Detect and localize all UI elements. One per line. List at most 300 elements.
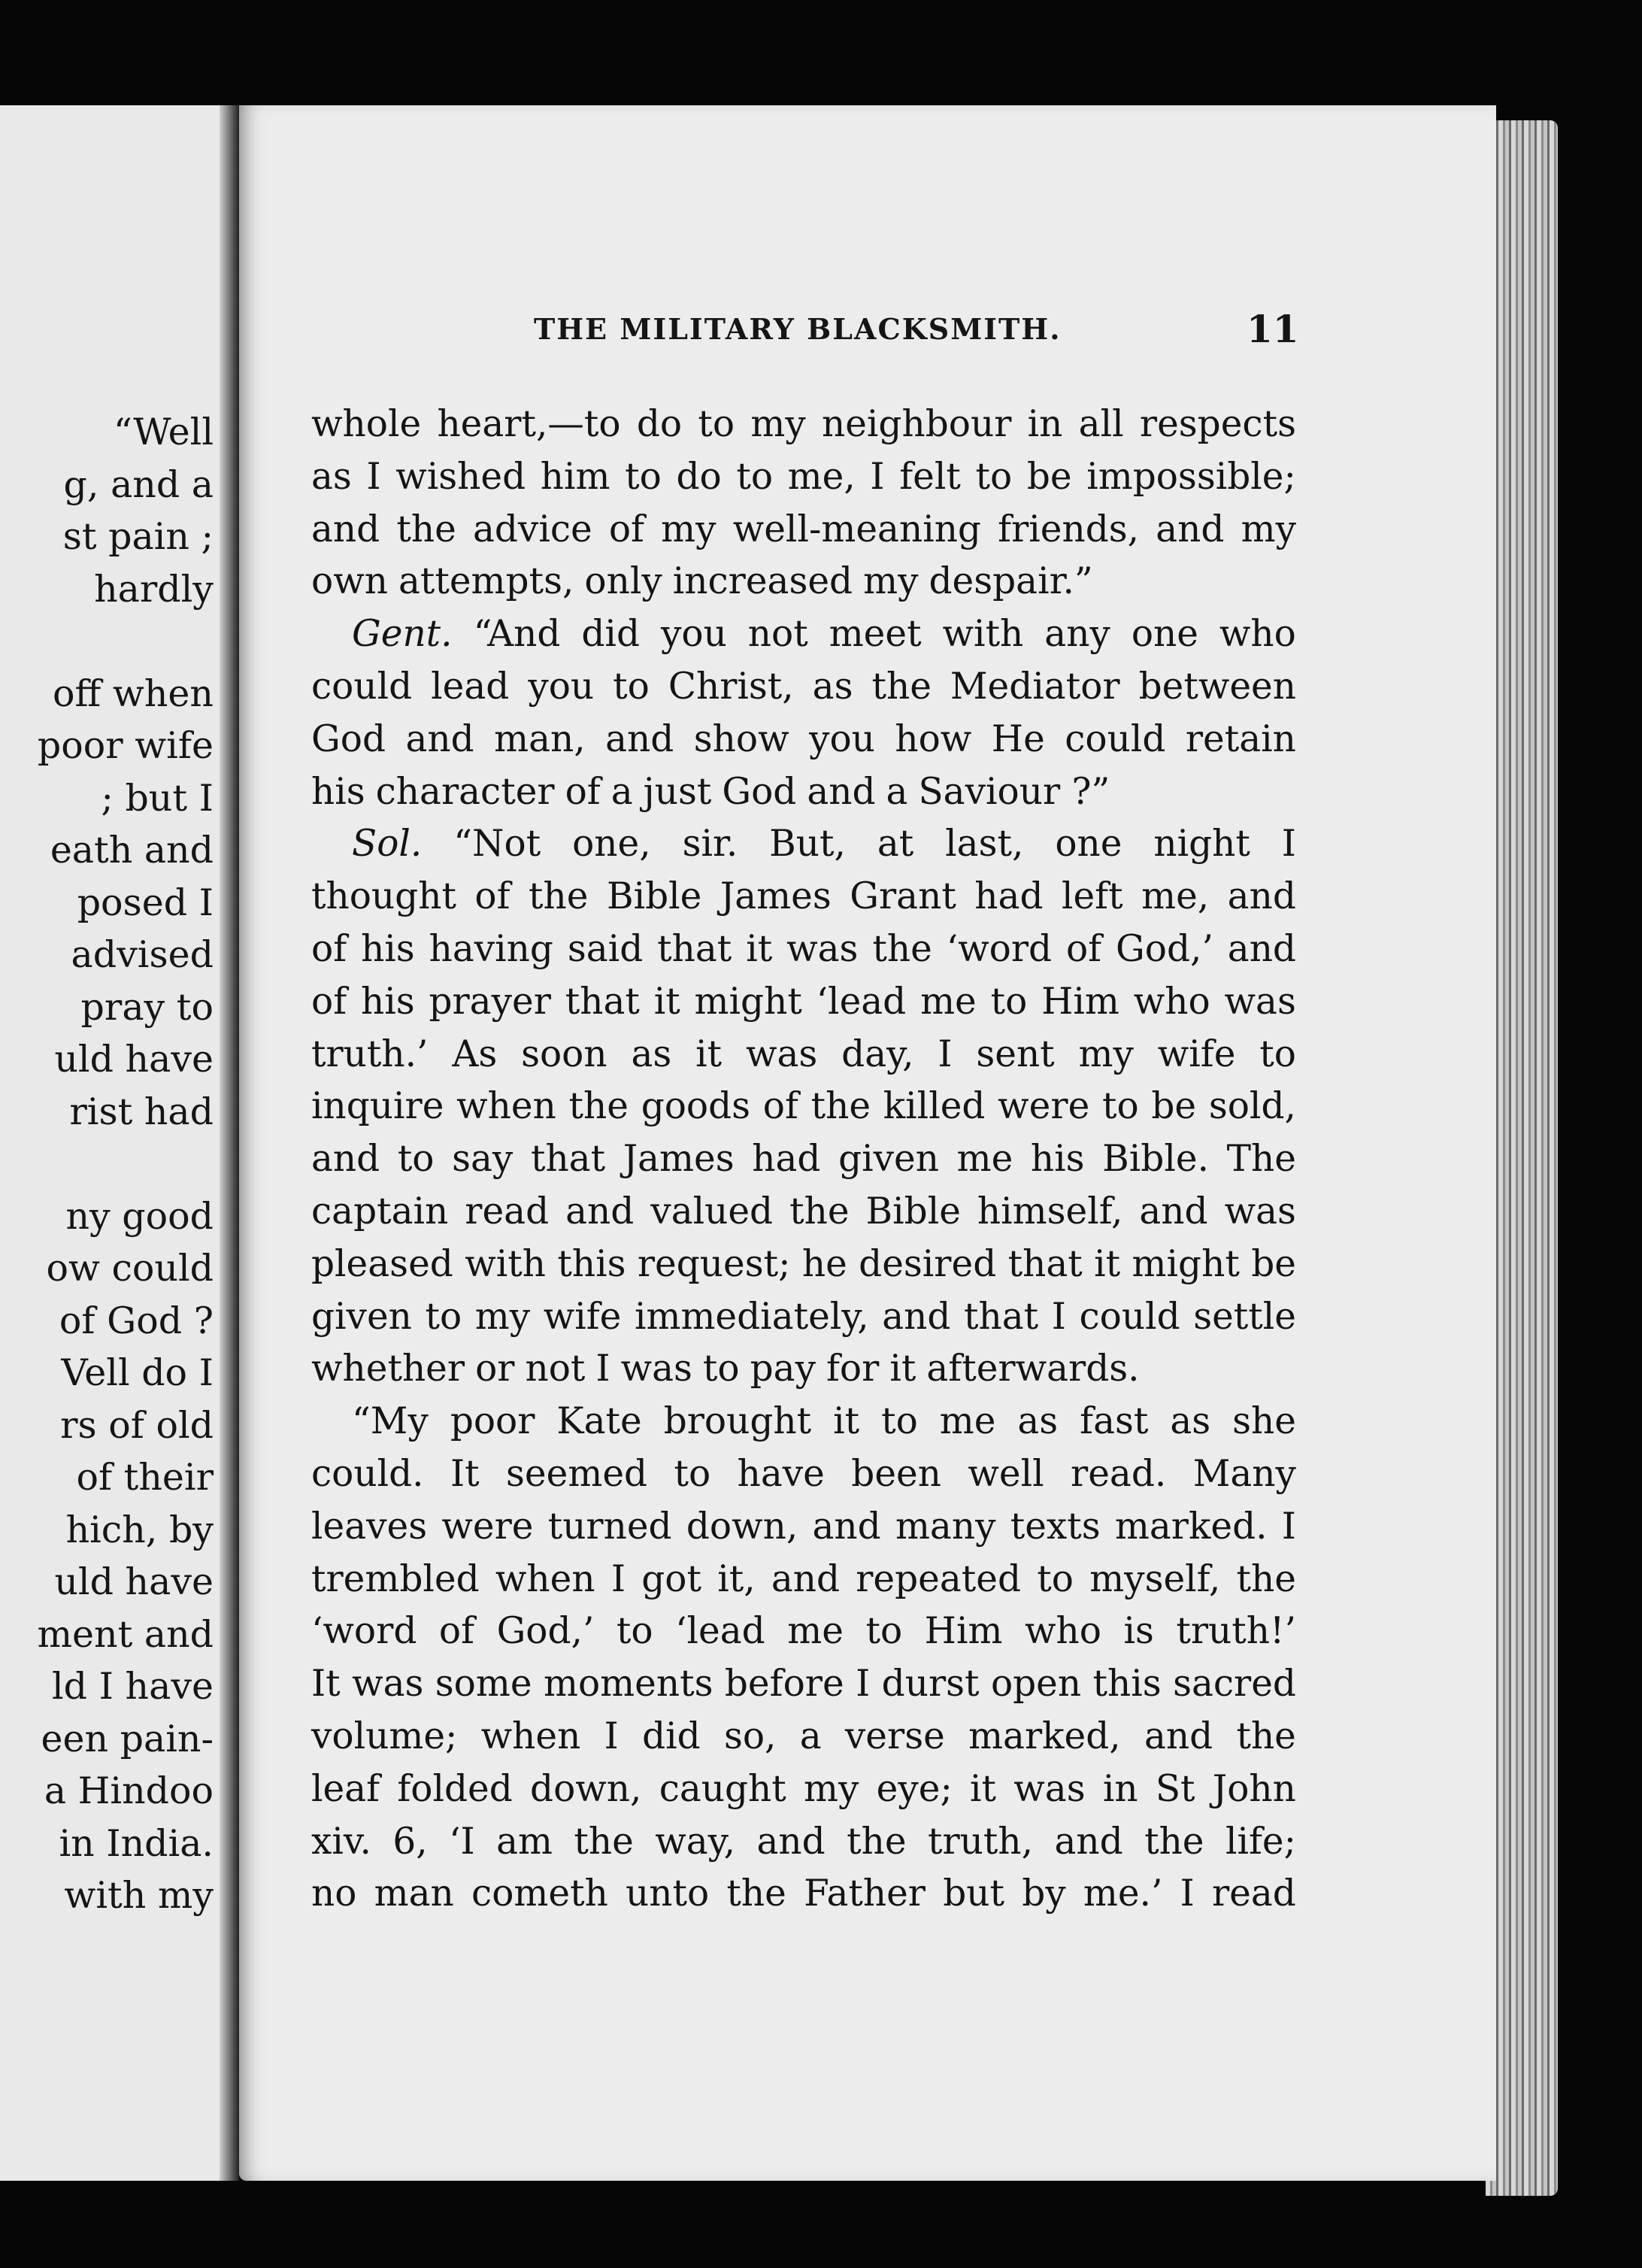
word: the [872, 927, 932, 970]
word: well-meaning [732, 508, 981, 550]
word: truth.’ [311, 1032, 429, 1075]
text-line [311, 1029, 1296, 1081]
word: night [1153, 823, 1250, 866]
word: sir. [682, 823, 738, 866]
word: myself, [1089, 1557, 1221, 1600]
text-line [311, 1448, 1296, 1501]
text-line [311, 556, 1296, 608]
text-line [311, 1239, 1296, 1291]
word: a [610, 770, 633, 813]
word: this [557, 1242, 626, 1285]
word: The [1226, 1138, 1296, 1181]
word: me [956, 1138, 1013, 1181]
word: Christ, [668, 665, 794, 708]
word: show [693, 717, 789, 760]
word: you [528, 665, 595, 708]
word: no [311, 1872, 357, 1915]
word: truth, [927, 1820, 1034, 1863]
word: I [1051, 1295, 1066, 1338]
word: to [865, 1610, 903, 1653]
word: heart,—to [437, 403, 621, 445]
word: settle [1193, 1295, 1296, 1338]
word: at [877, 823, 914, 866]
word: last, [945, 823, 1024, 866]
word: prayer [429, 980, 551, 1023]
word: to [1259, 1032, 1296, 1075]
word: impossible; [1086, 455, 1296, 498]
word: am [496, 1820, 553, 1863]
word: given [838, 1138, 939, 1181]
speaker-label: Gent. [352, 613, 453, 656]
text-line [311, 1763, 1296, 1816]
word: my [750, 403, 806, 445]
word: the [568, 1085, 629, 1128]
word: was [745, 1032, 818, 1075]
word: respects [1139, 403, 1296, 445]
word: not [747, 613, 808, 656]
previous-page-line: uld have [54, 1560, 214, 1603]
speaker-label: Sol. [352, 823, 423, 866]
previous-page-line: hich, by [65, 1508, 214, 1551]
word: God,’ [496, 1610, 595, 1653]
word: meet [829, 613, 922, 656]
word: could [1065, 717, 1166, 760]
text-line [311, 451, 1296, 504]
word: I [856, 1663, 871, 1706]
word: of [565, 770, 601, 813]
word: be [1026, 455, 1072, 498]
word: wife [1157, 1032, 1236, 1075]
word: valued [650, 1190, 774, 1233]
word: to [1101, 1085, 1139, 1128]
word: man [374, 1872, 454, 1915]
word: and [605, 717, 674, 760]
word: had [974, 875, 1044, 918]
word: I [870, 455, 885, 498]
previous-page-line: een pain- [41, 1717, 214, 1760]
word: Him [924, 1610, 1003, 1653]
word: it [833, 1400, 860, 1443]
word: my [863, 560, 919, 603]
text-line [311, 399, 1296, 451]
word: be [1151, 1085, 1197, 1128]
book-page-edges [1486, 120, 1558, 2196]
word: it [653, 980, 680, 1023]
word: and [807, 770, 876, 813]
word: pleased [311, 1242, 453, 1285]
word: say [452, 1138, 514, 1181]
text-line [311, 766, 1296, 819]
word: way, [655, 1820, 736, 1863]
text-line [311, 818, 1296, 871]
previous-page-line: with my [64, 1874, 214, 1917]
previous-page-line: poor wife [37, 724, 214, 767]
word: despair.” [929, 560, 1093, 603]
word: and [1156, 508, 1225, 550]
word: me [787, 1610, 844, 1653]
word: of [311, 980, 347, 1023]
text-line [311, 1605, 1296, 1658]
word: God [722, 770, 797, 813]
word: I [938, 1032, 953, 1075]
word: when [480, 1715, 581, 1757]
word: to [881, 1400, 918, 1443]
word: so, [723, 1715, 777, 1757]
word: how [895, 717, 972, 760]
word: God [311, 717, 386, 760]
word: the [396, 508, 456, 550]
word: sacred [1173, 1663, 1296, 1706]
word: my [474, 1295, 531, 1338]
word: Kate [556, 1400, 642, 1443]
word: the [726, 1872, 786, 1915]
running-title: THE MILITARY BLACKSMITH. [534, 312, 1062, 346]
word: my [1241, 508, 1296, 550]
word: to [975, 455, 1013, 498]
word: lead [431, 665, 510, 708]
word: “And [473, 613, 561, 656]
word: and [771, 1557, 841, 1600]
previous-page-line: advised [71, 933, 214, 976]
word: was [1013, 1767, 1086, 1810]
word: of [311, 927, 347, 970]
previous-page-line: rs of old [60, 1403, 214, 1447]
word: one, [572, 823, 651, 866]
word: his [360, 980, 415, 1023]
text-line [311, 608, 1296, 661]
word: is [1123, 1610, 1154, 1653]
word: and [565, 1190, 635, 1233]
word: soon [521, 1032, 607, 1075]
previous-page-line [0, 615, 214, 668]
word: of [438, 1610, 475, 1653]
word: was [620, 1348, 692, 1390]
word: do [636, 403, 683, 445]
word: It [311, 1663, 341, 1706]
word: and [1227, 875, 1296, 918]
previous-page-line: g, and a [63, 462, 214, 506]
word: all [1078, 403, 1124, 445]
word: ‘word [311, 1610, 417, 1653]
word: a [799, 1715, 822, 1757]
word: caught [659, 1767, 786, 1810]
word: his [361, 927, 415, 970]
word: that [657, 927, 732, 970]
word: volume; [311, 1715, 458, 1757]
previous-page-line: uld have [54, 1038, 214, 1081]
text-line [311, 1291, 1296, 1344]
word: many [895, 1505, 996, 1548]
word: a [886, 770, 908, 813]
word: felt [899, 455, 961, 498]
word: and [1139, 1190, 1208, 1233]
word: xiv. [311, 1820, 371, 1863]
text-line [311, 1501, 1296, 1554]
previous-page-line: pray to [80, 985, 214, 1029]
word: with [942, 613, 1024, 656]
word: texts [1010, 1505, 1101, 1548]
word: I [610, 1557, 626, 1600]
word: retain [1185, 717, 1296, 760]
word: to [613, 665, 650, 708]
word: “My [352, 1400, 429, 1443]
word: to [736, 455, 774, 498]
word: trembled [311, 1557, 480, 1600]
word: and [756, 1820, 826, 1863]
text-line [311, 1343, 1296, 1396]
word: got [641, 1557, 701, 1600]
word: were [998, 1085, 1090, 1128]
previous-page [0, 105, 239, 2181]
word: killed [883, 1085, 986, 1128]
word: not [525, 1348, 586, 1390]
word: was [352, 1663, 424, 1706]
word: as [1170, 1400, 1211, 1443]
word: this [1092, 1663, 1162, 1706]
word: as [1017, 1400, 1059, 1443]
word: been [851, 1452, 941, 1495]
word: I [366, 455, 381, 498]
word: it [970, 1767, 997, 1810]
text-line [311, 1711, 1296, 1763]
word: it [889, 1348, 916, 1390]
word: said [567, 927, 644, 970]
word: Father [804, 1872, 926, 1915]
text-line [311, 504, 1296, 556]
word: that [1007, 1242, 1083, 1285]
word: me [939, 1400, 996, 1443]
word: it [695, 1032, 723, 1075]
page-number: 11 [1247, 307, 1299, 351]
word: folded [397, 1767, 513, 1810]
word: increased [672, 560, 853, 603]
word: of [474, 875, 510, 918]
word: inquire [311, 1085, 444, 1128]
word: read [465, 1190, 550, 1233]
word: down, [530, 1767, 642, 1810]
word: his [1030, 1138, 1085, 1181]
word: to [397, 1138, 435, 1181]
word: durst [881, 1663, 980, 1706]
word: captain [311, 1190, 449, 1233]
word: poor [450, 1400, 535, 1443]
word: to [425, 1295, 462, 1338]
previous-page-line: eath and [50, 829, 214, 872]
word: any [1044, 613, 1110, 656]
word: given [311, 1295, 412, 1338]
text-line [311, 661, 1296, 714]
word: did [642, 1715, 701, 1757]
word: ‘lead [816, 980, 907, 1023]
word: as [311, 455, 352, 498]
word: having [429, 927, 553, 970]
word: to [1037, 1557, 1074, 1600]
word: James [623, 1138, 735, 1181]
word: the [1144, 1820, 1204, 1863]
word: I [1281, 823, 1296, 866]
previous-page-line: hardly [94, 567, 214, 611]
word: Bible. [1102, 1138, 1209, 1181]
word: character [375, 770, 555, 813]
word: life; [1225, 1820, 1296, 1863]
word: marked. [1114, 1505, 1268, 1548]
word: man, [494, 717, 586, 760]
word: neighbour [821, 403, 1012, 445]
word: and [311, 1138, 380, 1181]
word: day, [841, 1032, 914, 1075]
previous-page-line: ld I have [52, 1665, 214, 1708]
word: in [1027, 403, 1063, 445]
word: ‘I [449, 1820, 475, 1863]
word: Him [1041, 980, 1119, 1023]
word: I [1281, 1505, 1296, 1548]
word: ‘lead [675, 1610, 765, 1653]
word: was [786, 927, 859, 970]
word: verse [844, 1715, 945, 1757]
word: that [964, 1295, 1039, 1338]
word: it [1094, 1242, 1121, 1285]
word: the [529, 875, 589, 918]
text-line [311, 1133, 1296, 1186]
text-line [311, 923, 1296, 976]
word: James [720, 875, 832, 918]
previous-page-line: posed I [77, 881, 214, 924]
word: I [604, 1715, 619, 1757]
word: you [660, 613, 727, 656]
word: the [1236, 1557, 1296, 1600]
previous-page-line: of their [76, 1456, 214, 1499]
previous-page-line: ny good [65, 1194, 214, 1238]
word: you [809, 717, 875, 760]
word: when [495, 1557, 595, 1600]
word: own [311, 560, 388, 603]
word: It [450, 1452, 480, 1495]
word: me [920, 980, 977, 1023]
word: in [1102, 1767, 1138, 1810]
word: whole [311, 403, 422, 445]
word: with [465, 1242, 546, 1285]
word: unto [626, 1872, 710, 1915]
previous-page-line: a Hindoo [44, 1769, 214, 1812]
word: the [1236, 1715, 1296, 1757]
word: the [871, 665, 932, 708]
word: and [311, 508, 380, 550]
text-line [311, 1816, 1296, 1869]
word: had [752, 1138, 821, 1181]
word: me, [1141, 875, 1210, 918]
word: the [574, 1820, 634, 1863]
word: to [702, 1348, 740, 1390]
word: friends, [998, 508, 1140, 550]
word: request; [637, 1242, 791, 1285]
book-page [239, 105, 1496, 2181]
word: the [847, 1820, 907, 1863]
word: have [737, 1452, 825, 1495]
word: of [608, 508, 645, 550]
word: 6, [392, 1820, 428, 1863]
text-line [311, 714, 1296, 766]
text-line [311, 1554, 1296, 1606]
word: of [1065, 927, 1102, 970]
word: immediately, [634, 1295, 869, 1338]
word: attempts, [398, 560, 574, 603]
word: she [1232, 1400, 1296, 1443]
word: “Not [453, 823, 541, 866]
word: as [812, 665, 853, 708]
word: some [435, 1663, 532, 1706]
word: as [631, 1032, 672, 1075]
word: the [810, 1085, 871, 1128]
word: my [1078, 1032, 1134, 1075]
word: and [1227, 927, 1296, 970]
word: could [1079, 1295, 1180, 1338]
word: be [1251, 1242, 1296, 1285]
word: when [456, 1085, 556, 1128]
word: Grant [850, 875, 956, 918]
word: fast [1080, 1400, 1149, 1443]
word: and [1144, 1715, 1213, 1757]
previous-page-line: of God ? [59, 1299, 214, 1342]
word: who [1219, 613, 1296, 656]
previous-page-line: st pain ; [62, 515, 214, 558]
page-gutter [220, 105, 239, 2181]
text-line [311, 1081, 1296, 1133]
word: Many [1192, 1452, 1296, 1495]
word: do [676, 455, 722, 498]
previous-page-line: ; but I [101, 776, 214, 820]
word: and [405, 717, 474, 760]
word: Mediator [950, 665, 1120, 708]
word: that [565, 980, 640, 1023]
previous-page-line: rist had [69, 1090, 214, 1133]
word: me.’ [1083, 1872, 1163, 1915]
word: read. [1071, 1452, 1167, 1495]
word: leaf [311, 1767, 380, 1810]
text-line [311, 1868, 1296, 1921]
word: sent [976, 1032, 1055, 1075]
word: it, [717, 1557, 756, 1600]
word: between [1138, 665, 1296, 708]
word: Bible [606, 875, 702, 918]
word: did [581, 613, 640, 656]
word: repeated [856, 1557, 1022, 1600]
text-line [311, 871, 1296, 923]
word: ‘word [946, 927, 1053, 970]
word: and [882, 1295, 951, 1338]
word: seemed [506, 1452, 648, 1495]
word: brought [663, 1400, 812, 1443]
previous-page-text [0, 406, 214, 1922]
word: before [724, 1663, 844, 1706]
word: marked, [968, 1715, 1121, 1757]
word: turned [547, 1505, 672, 1548]
word: down, [686, 1505, 798, 1548]
previous-page-line: ment and [37, 1612, 214, 1656]
word: could [311, 665, 413, 708]
text-line [311, 976, 1296, 1029]
word: might [694, 980, 802, 1023]
word: was [1224, 1190, 1296, 1233]
word: himself, [977, 1190, 1123, 1233]
word: moments [543, 1663, 713, 1706]
word: he [801, 1242, 847, 1285]
word: eye; [876, 1767, 953, 1810]
word: cometh [471, 1872, 608, 1915]
word: wished [395, 455, 526, 498]
word: to [625, 455, 662, 498]
text-line [311, 1186, 1296, 1239]
word: it [746, 927, 773, 970]
